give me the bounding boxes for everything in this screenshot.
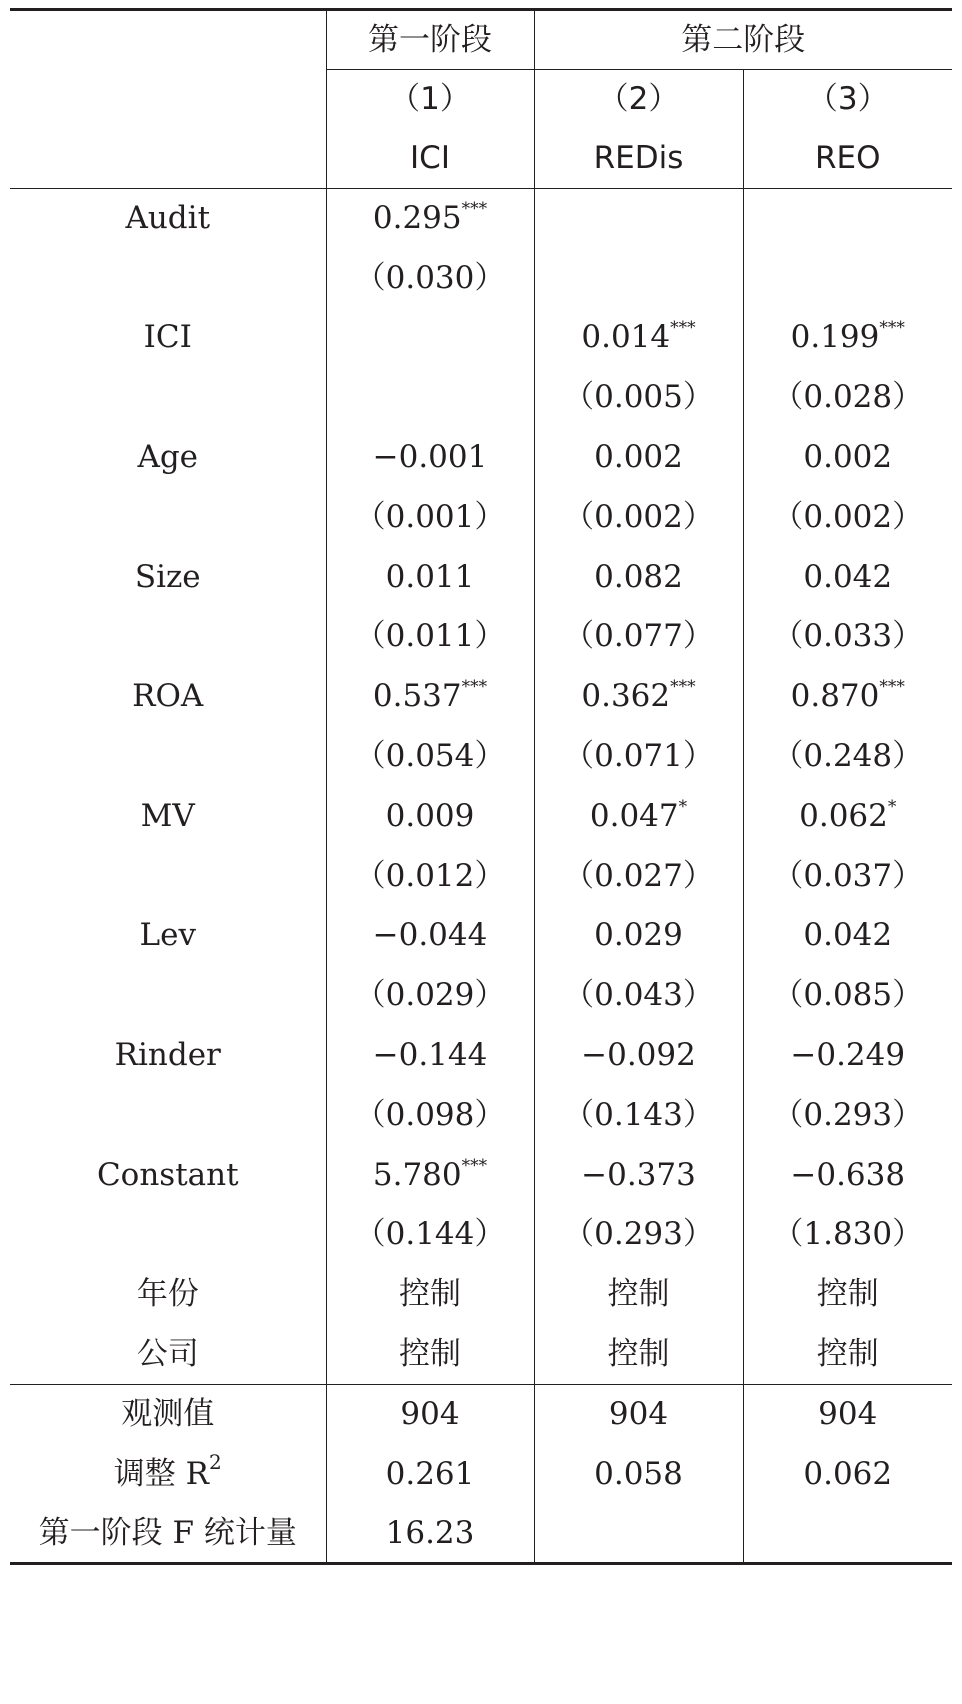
- se-cell: （0.293）: [534, 1205, 743, 1265]
- coef-cell: [743, 547, 952, 607]
- coef-value: −0.638: [790, 1156, 906, 1193]
- significance-stars: *: [887, 796, 897, 817]
- se-cell: （0.030）: [326, 248, 534, 308]
- row-label: Lev: [139, 917, 196, 954]
- col-var-2: REDis: [534, 130, 743, 189]
- se-row: [10, 487, 952, 547]
- row-label-empty: [10, 1205, 326, 1265]
- f-cell: 16.23: [326, 1504, 534, 1564]
- obs-cell: 904: [326, 1384, 534, 1444]
- coef-value: 0.362: [581, 678, 671, 715]
- coef-cell: [326, 1026, 534, 1086]
- se-row: [10, 248, 952, 308]
- significance-stars: *: [678, 796, 688, 817]
- control-row: [10, 1325, 952, 1385]
- se-cell: （0.029）: [326, 966, 534, 1026]
- row-label-empty: [10, 727, 326, 787]
- coef-row: [10, 667, 952, 727]
- se-cell: （0.037）: [743, 846, 952, 906]
- se-row: [10, 607, 952, 667]
- f-label: 第一阶段 F 统计量: [10, 1504, 326, 1564]
- coef-cell: [534, 547, 743, 607]
- se-cell: （0.293）: [743, 1085, 952, 1145]
- control-cell: 控制: [326, 1325, 534, 1385]
- row-label: MV: [140, 797, 195, 834]
- coef-cell: [534, 189, 743, 249]
- se-row: [10, 368, 952, 428]
- obs-row: [10, 1384, 952, 1444]
- se-cell: （0.071）: [534, 727, 743, 787]
- coef-cell: [743, 428, 952, 488]
- row-label: Constant: [96, 1156, 239, 1193]
- row-label-empty: [10, 368, 326, 428]
- se-cell: （0.027）: [534, 846, 743, 906]
- r2-label-text: 调整 R: [113, 1455, 209, 1492]
- control-row: [10, 1265, 952, 1325]
- coef-cell: [743, 1026, 952, 1086]
- coef-cell: [326, 428, 534, 488]
- coef-value: 0.002: [594, 439, 683, 476]
- row-label-empty: [10, 846, 326, 906]
- row-label-empty: [10, 1085, 326, 1145]
- coef-value: 0.042: [803, 558, 893, 595]
- coef-row: [10, 906, 952, 966]
- coef-row: [10, 1145, 952, 1205]
- control-cell: 控制: [743, 1325, 952, 1385]
- se-cell: （0.054）: [326, 727, 534, 787]
- control-label: 公司: [136, 1335, 199, 1372]
- coef-cell: [534, 906, 743, 966]
- control-cell: 控制: [326, 1265, 534, 1325]
- row-label: Rinder: [114, 1037, 221, 1074]
- se-cell: [534, 248, 743, 308]
- coef-row: [10, 1026, 952, 1086]
- col-num-2: （2）: [534, 70, 743, 130]
- se-cell: [326, 368, 534, 428]
- row-label-empty: [10, 607, 326, 667]
- col-num-3: （3）: [743, 70, 952, 130]
- coef-cell: [743, 906, 952, 966]
- control-cell: 控制: [743, 1265, 952, 1325]
- stage1-header: 第一阶段: [326, 10, 534, 70]
- coef-value: −0.144: [372, 1037, 488, 1074]
- se-row: [10, 1085, 952, 1145]
- se-row: [10, 966, 952, 1026]
- se-cell: （0.033）: [743, 607, 952, 667]
- se-row: [10, 1205, 952, 1265]
- col-num-1: （1）: [326, 70, 534, 130]
- coef-cell: [743, 189, 952, 249]
- coef-row: [10, 547, 952, 607]
- coef-cell: [326, 1145, 534, 1205]
- obs-label: 观测值: [10, 1384, 326, 1444]
- coef-value: −0.249: [790, 1037, 906, 1074]
- f-cell: [743, 1504, 952, 1564]
- coef-value: 0.009: [385, 797, 475, 834]
- control-cell: 控制: [534, 1325, 743, 1385]
- coef-value: 0.062: [799, 797, 888, 834]
- se-cell: （0.028）: [743, 368, 952, 428]
- coef-value: 0.047: [589, 797, 679, 834]
- significance-stars: ***: [879, 318, 905, 339]
- coef-cell: [534, 786, 743, 846]
- se-cell: （0.043）: [534, 966, 743, 1026]
- coef-row: [10, 428, 952, 488]
- row-label-empty: [10, 487, 326, 547]
- se-cell: （0.011）: [326, 607, 534, 667]
- row-label: ROA: [132, 678, 204, 715]
- r2-label: [10, 1444, 326, 1504]
- coef-value: 0.002: [803, 439, 893, 476]
- se-cell: （0.005）: [534, 368, 743, 428]
- r2-cell: 0.058: [534, 1444, 743, 1504]
- se-cell: （0.144）: [326, 1205, 534, 1265]
- coef-value: 0.042: [803, 917, 893, 954]
- row-label: Age: [137, 439, 199, 476]
- se-row: [10, 727, 952, 787]
- se-cell: （0.002）: [743, 487, 952, 547]
- coef-cell: [534, 667, 743, 727]
- coef-value: 0.011: [385, 558, 475, 595]
- control-cell: 控制: [534, 1265, 743, 1325]
- coef-value: 0.082: [594, 558, 683, 595]
- coef-cell: [743, 308, 952, 368]
- f-row: [10, 1504, 952, 1564]
- coef-value: −0.373: [581, 1156, 696, 1193]
- coef-value: −0.092: [581, 1037, 696, 1074]
- significance-stars: ***: [879, 677, 905, 698]
- coef-row: [10, 786, 952, 846]
- se-cell: （0.002）: [534, 487, 743, 547]
- se-cell: （0.085）: [743, 966, 952, 1026]
- coef-cell: [534, 428, 743, 488]
- regression-table: [10, 8, 952, 1565]
- significance-stars: ***: [461, 199, 488, 220]
- se-cell: （0.001）: [326, 487, 534, 547]
- r2-cell: 0.062: [743, 1444, 952, 1504]
- coef-row: [10, 189, 952, 249]
- coef-cell: [534, 308, 743, 368]
- se-cell: （1.830）: [743, 1205, 952, 1265]
- coef-value: 0.295: [372, 200, 462, 237]
- coef-cell: [743, 1145, 952, 1205]
- se-cell: [743, 248, 952, 308]
- header-row-stage: [10, 10, 952, 70]
- coef-value: 0.537: [372, 678, 462, 715]
- coef-cell: [326, 906, 534, 966]
- f-cell: [534, 1504, 743, 1564]
- coef-cell: [326, 547, 534, 607]
- row-label-empty: [10, 248, 326, 308]
- r2-superscript: 2: [208, 1449, 222, 1474]
- significance-stars: ***: [461, 677, 488, 698]
- coef-cell: [326, 308, 534, 368]
- r2-cell: 0.261: [326, 1444, 534, 1504]
- significance-stars: ***: [670, 318, 696, 339]
- obs-cell: 904: [743, 1384, 952, 1444]
- row-label: ICI: [143, 319, 192, 356]
- col-var-1: ICI: [326, 130, 534, 189]
- se-cell: （0.248）: [743, 727, 952, 787]
- coef-cell: [534, 1145, 743, 1205]
- control-label: 年份: [136, 1276, 199, 1313]
- coef-value: 0.014: [581, 319, 671, 356]
- coef-value: 0.029: [594, 917, 683, 954]
- row-label: Size: [134, 558, 201, 595]
- row-label: Audit: [10, 189, 326, 249]
- header-corner: [10, 10, 326, 189]
- coef-row: [10, 308, 952, 368]
- se-row: [10, 846, 952, 906]
- significance-stars: ***: [461, 1155, 488, 1176]
- coef-value: 0.870: [790, 678, 880, 715]
- coef-cell: [326, 667, 534, 727]
- significance-stars: ***: [670, 677, 696, 698]
- coef-value: −0.001: [372, 439, 488, 476]
- obs-cell: 904: [534, 1384, 743, 1444]
- r2-row: [10, 1444, 952, 1504]
- coef-cell: [326, 189, 534, 249]
- se-cell: （0.098）: [326, 1085, 534, 1145]
- se-cell: （0.143）: [534, 1085, 743, 1145]
- coef-value: 0.199: [790, 319, 880, 356]
- coef-value: −0.044: [372, 917, 488, 954]
- coef-cell: [326, 786, 534, 846]
- se-cell: （0.012）: [326, 846, 534, 906]
- coef-value: 5.780: [372, 1156, 462, 1193]
- col-var-3: REO: [743, 130, 952, 189]
- row-label-empty: [10, 966, 326, 1026]
- coef-cell: [534, 1026, 743, 1086]
- coef-cell: [743, 786, 952, 846]
- se-cell: （0.077）: [534, 607, 743, 667]
- stage2-header: 第二阶段: [534, 10, 952, 70]
- coef-cell: [743, 667, 952, 727]
